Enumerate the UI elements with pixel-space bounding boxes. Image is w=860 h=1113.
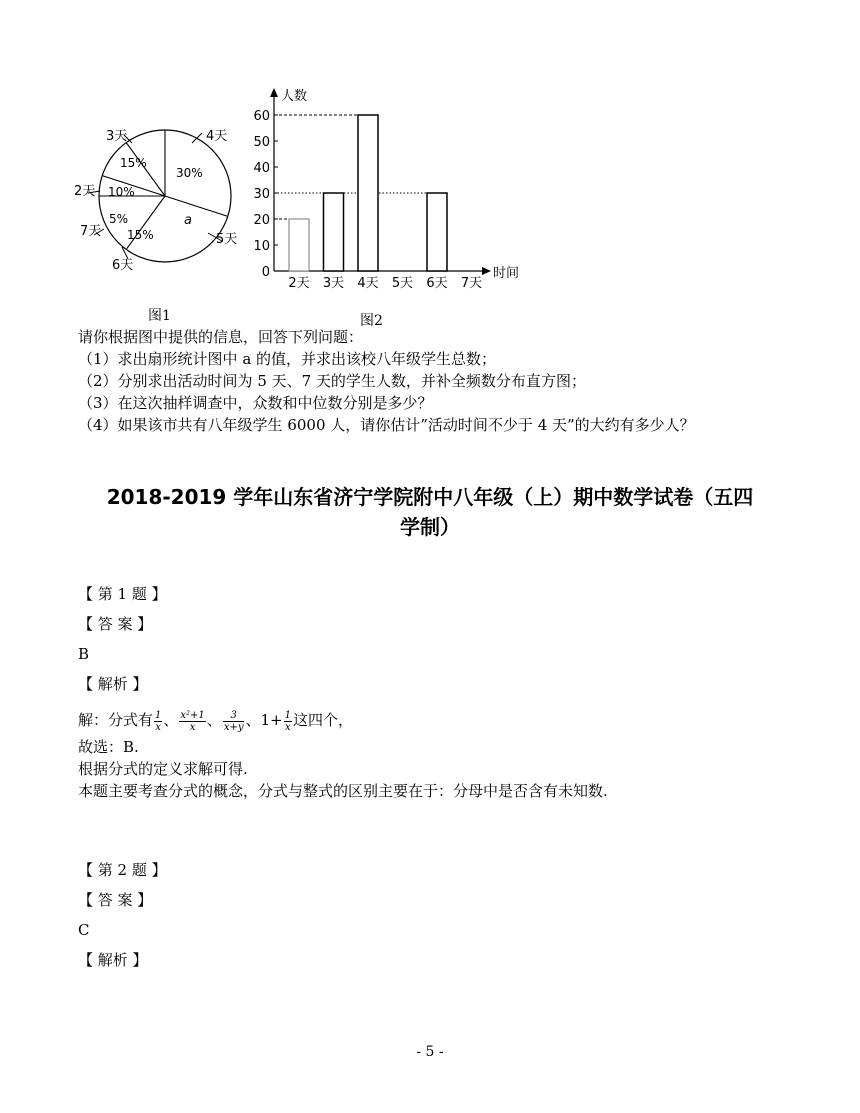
pie-inner-label-6day: 15% <box>127 228 154 242</box>
bar-1 <box>324 193 344 271</box>
pie-inner-label-3day: 15% <box>120 156 147 170</box>
x-axis-arrow <box>482 267 491 275</box>
questions-intro: 请你根据图中提供的信息，回答下列问题： <box>78 328 364 346</box>
pie-outer-label-3day: 3天 <box>106 129 128 144</box>
q1-answer-header: 【 答 案 】 <box>78 615 153 633</box>
y-tick-label-20: 20 <box>253 213 270 228</box>
pie-inner-label-a: a <box>184 213 192 228</box>
figure2-caption: 图2 <box>360 313 383 329</box>
y-tick-label-50: 50 <box>253 135 270 150</box>
y-tick-label-0: 0 <box>261 265 270 280</box>
q1-header: 【 第 1 题 】 <box>78 585 167 603</box>
q2-analysis-header: 【 解析 】 <box>78 951 148 969</box>
q2-header: 【 第 2 题 】 <box>78 861 167 879</box>
pie-chart-figure1 <box>70 125 250 275</box>
x-tick-label-0: 2天 <box>288 276 310 291</box>
fraction-1-over-x: $\frac{1}{x}$ <box>155 709 162 733</box>
x-tick-label-2: 4天 <box>357 276 379 291</box>
pie-inner-label-7day: 5% <box>109 212 129 226</box>
q1-analysis-header: 【 解析 】 <box>78 675 148 693</box>
pie-outer-label-5day: 5天 <box>216 232 238 247</box>
question-4: （4）如果该市共有八年级学生 6000 人，请你估计”活动时间不少于 4 天”的大约有多少人？ <box>78 416 695 434</box>
bar-4 <box>427 193 447 271</box>
pie-outer-label-6day: 6天 <box>112 258 134 273</box>
pie-inner-label-2day: 10% <box>108 185 135 199</box>
q1-note-1: 根据分式的定义求解可得. <box>78 760 248 778</box>
y-tick-label-10: 10 <box>253 239 270 254</box>
q2-answer: C <box>78 921 90 939</box>
x-tick-label-3: 5天 <box>391 276 414 291</box>
q1-choice: 故选：B. <box>78 738 139 756</box>
bar-chart-figure2 <box>250 85 540 295</box>
question-1: （1）求出扇形统计图中 a 的值，并求出该校八年级学生总数； <box>78 350 497 368</box>
q1-solution-suffix: 这四个， <box>293 711 354 729</box>
bar-chart-svg <box>250 85 540 295</box>
y-axis-label: 人数 <box>281 89 308 104</box>
fraction-3-over-xplusy: $\frac{3}{x+y}$ <box>223 709 244 733</box>
y-tick-label-60: 60 <box>253 109 270 124</box>
x-tick-label-4: 6天 <box>426 276 448 291</box>
pie-outer-label-7day: 7天 <box>80 224 102 239</box>
bar-2 <box>358 115 378 271</box>
figure1-caption: 图1 <box>148 308 171 324</box>
x-axis-label: 时间 <box>493 266 520 281</box>
exam-title-line2: 学制） <box>400 515 460 539</box>
fraction-1-over-x-second: $\frac{1}{x}$ <box>284 709 291 733</box>
x-tick-label-1: 3天 <box>322 276 345 291</box>
pie-inner-label-30: 30% <box>176 166 203 180</box>
pie-outer-label-4day: 4天 <box>206 129 228 144</box>
q1-note-2: 本题主要考查分式的概念，分式与整式的区别主要在于：分母中是否含有未知数. <box>78 782 608 800</box>
pie-outer-label-2day: 2天 <box>74 184 96 199</box>
question-2: （2）分别求出活动时间为 5 天、7 天的学生人数，并补全频数分布直方图； <box>78 372 586 390</box>
pie-divider-1 <box>165 196 228 216</box>
q1-solution: 解：分式有 $\frac{1}{x}$ 、 $\frac{\text{x²+1}}{x}$ 、 $\frac{3}{x+y}$ 、1+ $\frac{1}{x}$ 这四个， <box>78 709 354 733</box>
page-number: - 5 - <box>416 1044 444 1060</box>
fraction-x2plus1-over-x: $\frac{\text{x²+1}}{x}$ <box>180 709 205 733</box>
exam-title-line1: 2018-2019 学年山东省济宁学院附中八年级（上）期中数学试卷（五四 <box>106 485 754 509</box>
x-tick-label-5: 7天 <box>460 276 483 291</box>
y-tick-label-40: 40 <box>253 161 270 176</box>
pie-leader-line-0 <box>192 133 202 143</box>
bar-0 <box>289 219 309 271</box>
q2-answer-header: 【 答 案 】 <box>78 891 153 909</box>
q1-solution-prefix: 解：分式有 <box>78 711 154 729</box>
y-axis-arrow <box>270 88 278 97</box>
pie-chart-svg <box>70 125 250 275</box>
y-tick-label-30: 30 <box>253 187 270 202</box>
question-3: （3）在这次抽样调查中，众数和中位数分别是多少？ <box>78 394 433 412</box>
q1-answer: B <box>78 645 90 663</box>
